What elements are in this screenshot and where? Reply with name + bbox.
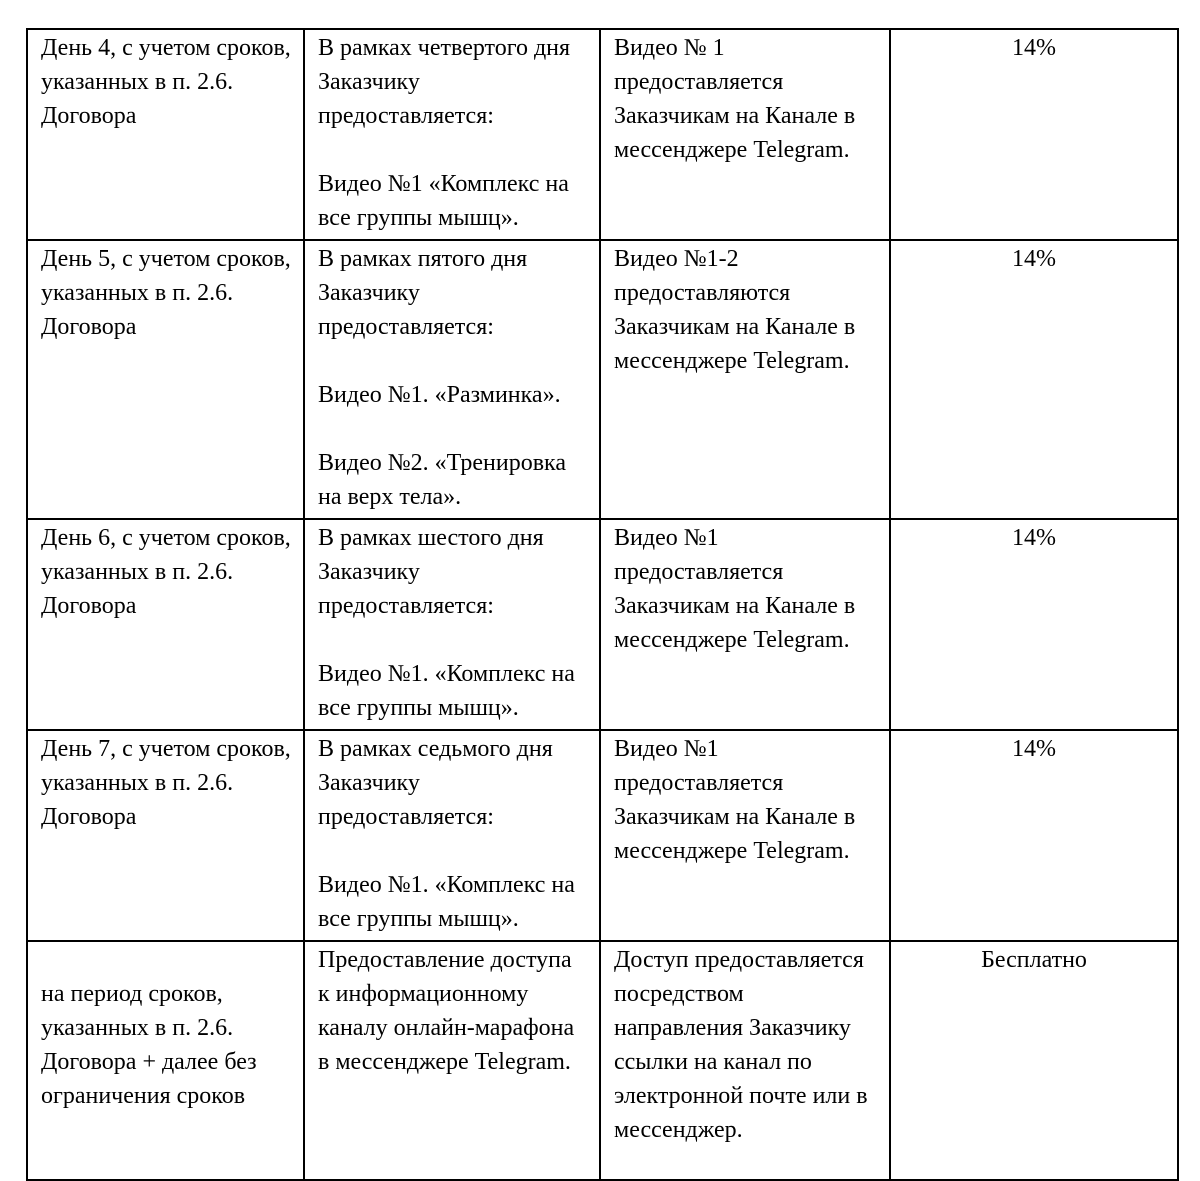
- delivery-cell: [600, 519, 890, 730]
- delivery-text: Доступ предоставляется посредством направления Заказчику ссылки на канал по электронной почте или в мессенджер.: [614, 947, 868, 1143]
- price-text: 14%: [1012, 736, 1056, 762]
- period-cell: [27, 519, 304, 730]
- period-text: на период сроков, указанных в п. 2.6. Договора + далее без ограничения сроков: [41, 981, 257, 1109]
- paragraph-gap: [41, 943, 291, 977]
- delivery-text: Видео №1 предоставляется Заказчикам на Канале в мессенджере Telegram.: [614, 736, 856, 864]
- table-row: [27, 29, 1178, 240]
- period-cell: [27, 29, 304, 240]
- period-cell: [27, 730, 304, 941]
- period-cell: [27, 941, 304, 1180]
- price-cell: [890, 730, 1178, 941]
- delivery-text: Видео № 1 предоставляется Заказчикам на Канале в мессенджере Telegram.: [614, 35, 856, 163]
- content-item: Видео №1 «Комплекс на все группы мышц».: [318, 171, 569, 231]
- paragraph-gap: [318, 133, 587, 167]
- paragraph-gap: [318, 412, 587, 446]
- period-cell: [27, 240, 304, 519]
- content-intro: В рамках шестого дня Заказчику предоставляется:: [318, 525, 544, 619]
- content-item: Видео №1. «Комплекс на все группы мышц».: [318, 872, 575, 932]
- paragraph-gap: [318, 834, 587, 868]
- content-intro: Предоставление доступа к информационному каналу онлайн-марафона в мессенджере Telegram.: [318, 947, 575, 1075]
- contract-schedule-table: [26, 28, 1179, 1181]
- content-item: Видео №1. «Разминка».: [318, 382, 561, 408]
- period-text: День 4, с учетом сроков, указанных в п. 2.6. Договора: [41, 35, 291, 129]
- price-cell: [890, 519, 1178, 730]
- content-cell: [304, 240, 600, 519]
- period-text: День 6, с учетом сроков, указанных в п. 2.6. Договора: [41, 525, 291, 619]
- table-row: [27, 941, 1178, 1180]
- table-row: [27, 519, 1178, 730]
- paragraph-gap: [318, 623, 587, 657]
- paragraph-gap: [318, 344, 587, 378]
- content-cell: [304, 519, 600, 730]
- table-row: [27, 240, 1178, 519]
- price-cell: [890, 240, 1178, 519]
- period-text: День 7, с учетом сроков, указанных в п. 2.6. Договора: [41, 736, 291, 830]
- content-cell: [304, 730, 600, 941]
- price-text: 14%: [1012, 525, 1056, 551]
- delivery-cell: [600, 240, 890, 519]
- price-text: 14%: [1012, 246, 1056, 272]
- price-text: 14%: [1012, 35, 1056, 61]
- content-intro: В рамках седьмого дня Заказчику предоставляется:: [318, 736, 553, 830]
- content-cell: [304, 941, 600, 1180]
- table-row: [27, 730, 1178, 941]
- delivery-cell: [600, 941, 890, 1180]
- delivery-text: Видео №1-2 предоставляются Заказчикам на Канале в мессенджере Telegram.: [614, 246, 856, 374]
- delivery-text: Видео №1 предоставляется Заказчикам на Канале в мессенджере Telegram.: [614, 525, 856, 653]
- period-text: День 5, с учетом сроков, указанных в п. 2.6. Договора: [41, 246, 291, 340]
- content-cell: [304, 29, 600, 240]
- content-intro: В рамках четвертого дня Заказчику предоставляется:: [318, 35, 571, 129]
- delivery-cell: [600, 730, 890, 941]
- price-cell: [890, 941, 1178, 1180]
- delivery-cell: [600, 29, 890, 240]
- content-item: Видео №2. «Тренировка на верх тела».: [318, 450, 566, 510]
- content-intro: В рамках пятого дня Заказчику предоставляется:: [318, 246, 528, 340]
- content-item: Видео №1. «Комплекс на все группы мышц».: [318, 661, 575, 721]
- price-cell: [890, 29, 1178, 240]
- price-text: Бесплатно: [981, 947, 1087, 973]
